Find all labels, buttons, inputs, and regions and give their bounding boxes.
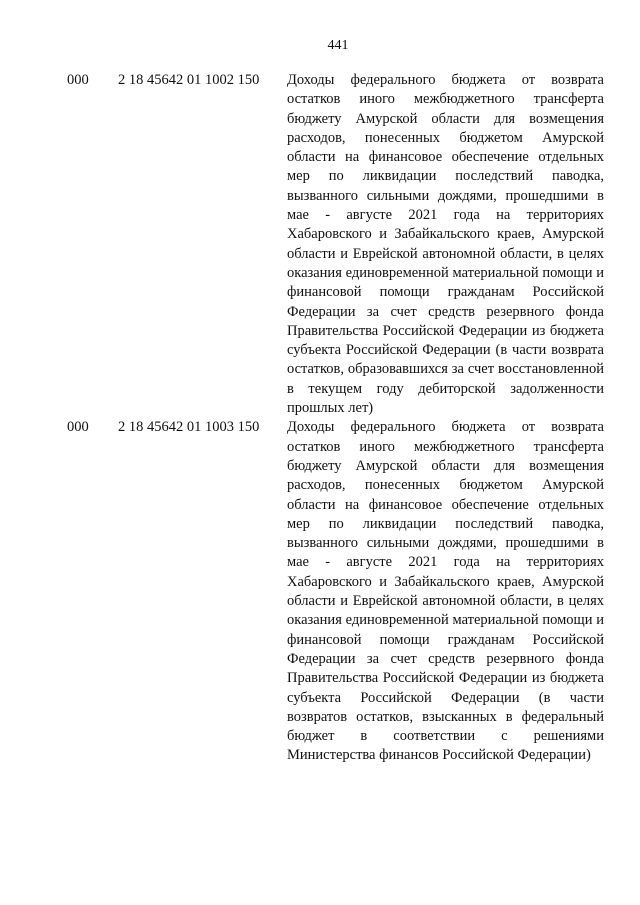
- table-row: [0, 418, 640, 765]
- income-description: Доходы федерального бюджета от возврата остатков иного межбюджетного трансферта бюджету Амурской области для возмещения расходов, понесенных бюджетом Амурской области на финансовое обеспечение отдельных мер по ликвидации последствий паводка, вызванного сильными дождями, прошедшими в мае - августе 2021 года на территориях Хабаровского и Забайкальского краев, Амурской области и Еврейской автономной области, в целях оказания единовременной материальной помощи и финансовой помощи гражданам Российской Федерации за счет средств резервного фонда Правительства Российской Федерации из бюджета субъекта Российской Федерации (в части возвратов остатков, взысканных в федеральный бюджет в соответствии с решениями Министерства финансов Российской Федерации): [287, 419, 604, 764]
- admin-code: 000: [67, 72, 89, 88]
- income-description: Доходы федерального бюджета от возврата остатков иного межбюджетного трансферта бюджету Амурской области для возмещения расходов, понесенных бюджетом Амурской области на финансовое обеспечение отдельных мер по ликвидации последствий паводка, вызванного сильными дождями, прошедшими в мае - августе 2021 года на территориях Хабаровского и Забайкальского краев, Амурской области и Еврейской автономной области, в целях оказания единовременной материальной помощи и финансовой помощи гражданам Российской Федерации за счет средств резервного фонда Правительства Российской Федерации из бюджета субъекта Российской Федерации (в части возврата остатков, образовавшихся за счет восстановленной в текущем году дебиторской задолженности прошлых лет): [287, 72, 604, 417]
- page-number: 441: [327, 38, 349, 53]
- budget-classification-code: 2 18 45642 01 1003 150: [118, 419, 260, 436]
- table-row: [0, 71, 640, 418]
- budget-classification-code: 2 18 45642 01 1002 150: [118, 72, 260, 88]
- admin-code: 000: [67, 419, 89, 436]
- budget-code-table: [0, 71, 640, 766]
